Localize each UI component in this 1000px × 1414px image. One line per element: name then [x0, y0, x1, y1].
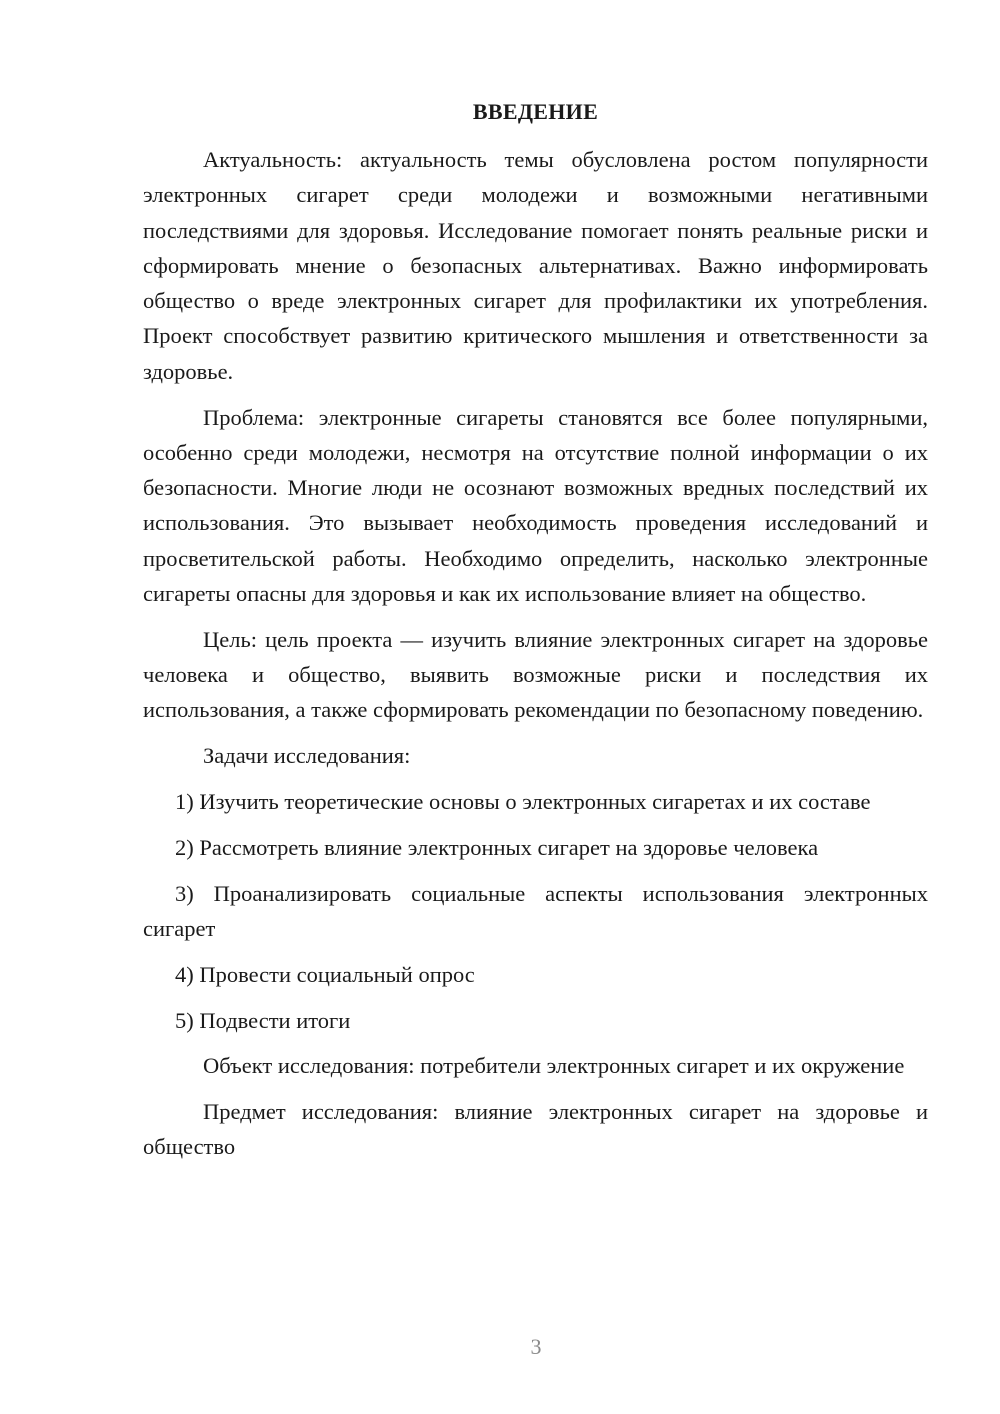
paragraph-goal: Цель: цель проекта — изучить влияние электронных сигарет на здоровье человека и общество, выявить возможные риски и последствия их использования, а также сформировать рекомендации по безопасному поведению.: [143, 626, 928, 723]
page-number: 3: [530, 1334, 542, 1359]
task-item-4: 4) Провести социальный опрос: [175, 961, 475, 987]
paragraph-relevance: Актуальность: актуальность темы обусловлена ростом популярности электронных сигарет среди молодежи и возможными негативными последствиями для здоровья. Исследование помогает понять реальные риски и сформировать мнение о безопасных альтернативах. Важно информировать общество о вреде электронных сигарет для профилактики их употребления. Проект способствует развитию критического мышления и ответственности за здоровье.: [143, 147, 928, 384]
paragraph-problem: Проблема: электронные сигареты становятся все более популярными, особенно среди молодежи, несмотря на отсутствие полной информации о их безопасности. Многие люди не осознают возможных вредных последствий их использования. Это вызывает необходимость проведения исследований и просветительской работы. Необходимо определить, насколько электронные сигареты опасны для здоровья и как их использование влияет на общество.: [143, 404, 928, 607]
task-item-2: 2) Рассмотреть влияние электронных сигарет на здоровье человека: [175, 834, 819, 860]
task-item-1: 1) Изучить теоретические основы о электронных сигаретах и их составе: [175, 789, 871, 815]
paragraph-tasks-heading: Задачи исследования:: [203, 743, 411, 769]
task-item-5: 5) Подвести итоги: [175, 1007, 351, 1033]
paragraph-research-subject: Предмет исследования: влияние электронных сигарет на здоровье и общество: [143, 1099, 928, 1160]
body-text: [143, 142, 928, 1165]
task-item-3: 3) Проанализировать социальные аспекты использования электронных сигарет: [143, 880, 928, 941]
section-heading: ВВЕДЕНИЕ: [472, 99, 599, 124]
paragraph-research-object: Объект исследования: потребители электронных сигарет и их окружение: [203, 1053, 905, 1079]
